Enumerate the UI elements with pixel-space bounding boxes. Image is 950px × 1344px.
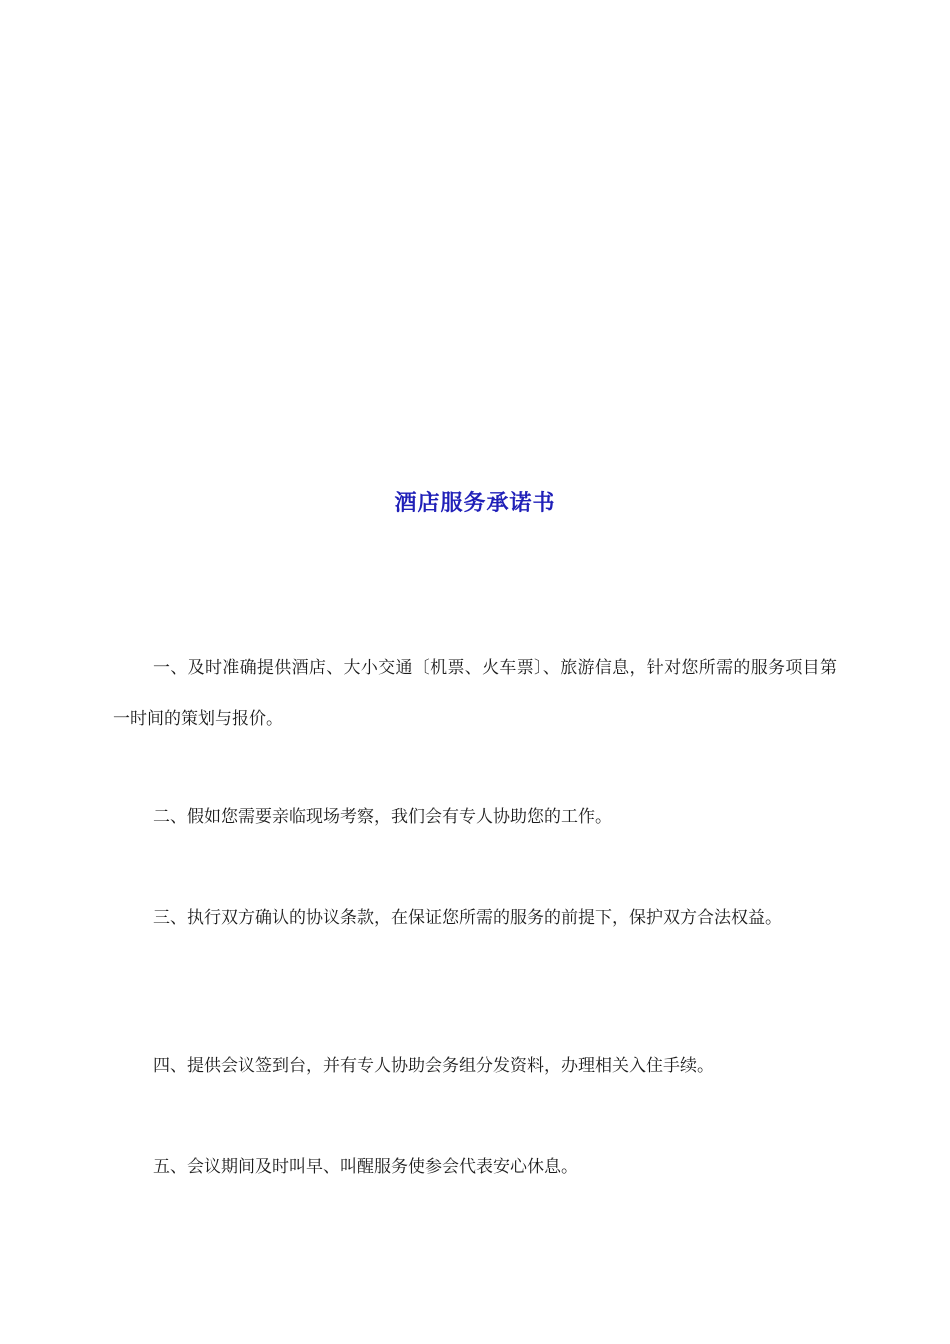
paragraph-item-2: 二、假如您需要亲临现场考察，我们会有专人协助您的工作。: [153, 807, 612, 827]
paragraph-item-4: 四、提供会议签到台，并有专人协助会务组分发资料，办理相关入住手续。: [153, 1056, 714, 1076]
document-title: 酒店服务承诺书: [394, 490, 556, 516]
paragraph-item-1: 一、及时准确提供酒店、大小交通〔机票、火车票〕、旅游信息，针对您所需的服务项目第一时间的策划与报价。: [113, 658, 837, 729]
paragraph-item-3: 三、执行双方确认的协议条款，在保证您所需的服务的前提下，保护双方合法权益。: [153, 908, 782, 928]
paragraph-item-5: 五、会议期间及时叫早、叫醒服务使参会代表安心休息。: [153, 1157, 578, 1177]
